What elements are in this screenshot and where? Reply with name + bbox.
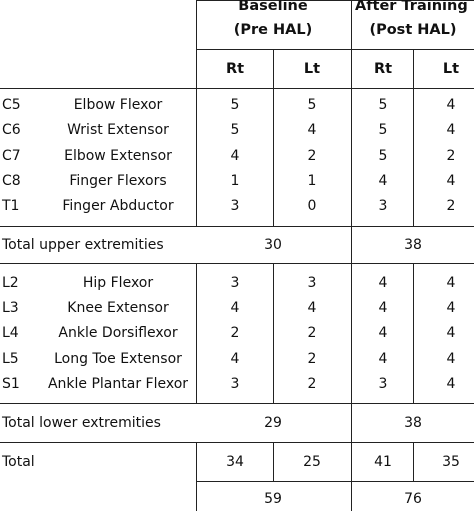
rule-post-rt-lt xyxy=(413,442,414,481)
cell-post-rt: 3 xyxy=(378,198,388,214)
rule-left-of-data xyxy=(196,442,197,511)
cell-post-rt: 5 xyxy=(378,97,388,113)
total-upper-pre: 30 xyxy=(264,237,282,253)
cell-post-lt: 4 xyxy=(446,122,456,138)
row-muscle: Long Toe Extensor xyxy=(54,351,182,367)
cell-pre-lt: 4 xyxy=(307,300,317,316)
cell-pre-rt: 5 xyxy=(230,97,240,113)
grand-total-post: 76 xyxy=(404,491,422,507)
cell-pre-lt: 2 xyxy=(307,376,317,392)
rule-pre-rt-lt xyxy=(273,49,274,226)
rule-upper-total-top xyxy=(0,226,474,227)
baseline-subheader: (Pre HAL) xyxy=(233,22,313,38)
row-muscle: Ankle Plantar Flexor xyxy=(47,376,189,392)
total-post-rt: 41 xyxy=(374,454,392,470)
total-label: Total xyxy=(2,454,35,470)
cell-post-lt: 4 xyxy=(446,173,456,189)
cell-post-lt: 2 xyxy=(446,148,456,164)
pre-lt-header: Lt xyxy=(303,61,321,77)
row-muscle: Wrist Extensor xyxy=(67,122,169,138)
cell-post-rt: 4 xyxy=(378,173,388,189)
post-rt-header: Rt xyxy=(373,61,393,77)
cell-pre-rt: 3 xyxy=(230,198,240,214)
row-muscle: Finger Abductor xyxy=(62,198,174,214)
rule-post-rt-lt xyxy=(413,263,414,403)
rule-post-rt-lt xyxy=(413,49,414,226)
total-lower-pre: 29 xyxy=(264,415,282,431)
cell-pre-lt: 4 xyxy=(307,122,317,138)
cell-post-rt: 5 xyxy=(378,122,388,138)
row-level: C8 xyxy=(2,173,21,189)
cell-post-rt: 3 xyxy=(378,376,388,392)
grand-total-pre: 59 xyxy=(264,491,282,507)
row-level: C6 xyxy=(2,122,21,138)
rule-upper-total-bottom xyxy=(0,263,474,264)
cell-post-rt: 5 xyxy=(378,148,388,164)
cell-post-lt: 4 xyxy=(446,351,456,367)
cell-post-lt: 4 xyxy=(446,376,456,392)
cell-post-lt: 4 xyxy=(446,97,456,113)
cell-pre-rt: 1 xyxy=(230,173,240,189)
cell-pre-rt: 5 xyxy=(230,122,240,138)
cell-post-rt: 4 xyxy=(378,300,388,316)
cell-pre-lt: 0 xyxy=(307,198,317,214)
cell-post-lt: 4 xyxy=(446,300,456,316)
cell-pre-rt: 3 xyxy=(230,275,240,291)
cell-post-rt: 4 xyxy=(378,325,388,341)
cell-post-lt: 4 xyxy=(446,325,456,341)
cell-pre-rt: 3 xyxy=(230,376,240,392)
cell-pre-lt: 2 xyxy=(307,351,317,367)
row-muscle: Finger Flexors xyxy=(69,173,167,189)
row-level: L4 xyxy=(2,325,19,341)
rule-group-divider xyxy=(351,0,352,511)
rule-header-bottom xyxy=(0,88,474,89)
rule-lower-total-bottom xyxy=(0,442,474,443)
row-level: C5 xyxy=(2,97,21,113)
row-level: L2 xyxy=(2,275,19,291)
row-muscle: Elbow Extensor xyxy=(64,148,172,164)
after-training-header: After Training xyxy=(355,0,468,14)
total-lower-label: Total lower extremities xyxy=(2,415,161,431)
row-level: S1 xyxy=(2,376,20,392)
cell-pre-rt: 4 xyxy=(230,148,240,164)
rule-lower-total-top xyxy=(0,403,474,404)
cell-post-lt: 4 xyxy=(446,275,456,291)
cell-post-rt: 4 xyxy=(378,275,388,291)
rule-left-of-data xyxy=(196,263,197,403)
row-muscle: Elbow Flexor xyxy=(73,97,163,113)
row-muscle: Ankle Dorsiflexor xyxy=(58,325,178,341)
rule-total-bottom xyxy=(196,481,474,482)
rule-pre-rt-lt xyxy=(273,263,274,403)
cell-post-rt: 4 xyxy=(378,351,388,367)
row-level: L5 xyxy=(2,351,19,367)
rule-pre-rt-lt xyxy=(273,442,274,481)
total-pre-rt: 34 xyxy=(226,454,244,470)
row-level: T1 xyxy=(2,198,20,214)
cell-post-lt: 2 xyxy=(446,198,456,214)
row-muscle: Knee Extensor xyxy=(67,300,169,316)
total-upper-label: Total upper extremities xyxy=(2,237,164,253)
total-pre-lt: 25 xyxy=(303,454,321,470)
cell-pre-rt: 4 xyxy=(230,300,240,316)
pre-rt-header: Rt xyxy=(225,61,245,77)
total-upper-post: 38 xyxy=(404,237,422,253)
cell-pre-rt: 2 xyxy=(230,325,240,341)
post-lt-header: Lt xyxy=(442,61,460,77)
total-lower-post: 38 xyxy=(404,415,422,431)
after-training-subheader: (Post HAL) xyxy=(369,22,457,38)
row-level: L3 xyxy=(2,300,19,316)
cell-pre-lt: 3 xyxy=(307,275,317,291)
cell-pre-rt: 4 xyxy=(230,351,240,367)
cell-pre-lt: 1 xyxy=(307,173,317,189)
row-level: C7 xyxy=(2,148,21,164)
cell-pre-lt: 2 xyxy=(307,325,317,341)
cell-pre-lt: 2 xyxy=(307,148,317,164)
cell-pre-lt: 5 xyxy=(307,97,317,113)
baseline-header: Baseline xyxy=(238,0,308,14)
row-muscle: Hip Flexor xyxy=(82,275,154,291)
rule-header-group xyxy=(196,49,474,50)
total-post-lt: 35 xyxy=(442,454,460,470)
rule-left-of-data xyxy=(196,0,197,226)
